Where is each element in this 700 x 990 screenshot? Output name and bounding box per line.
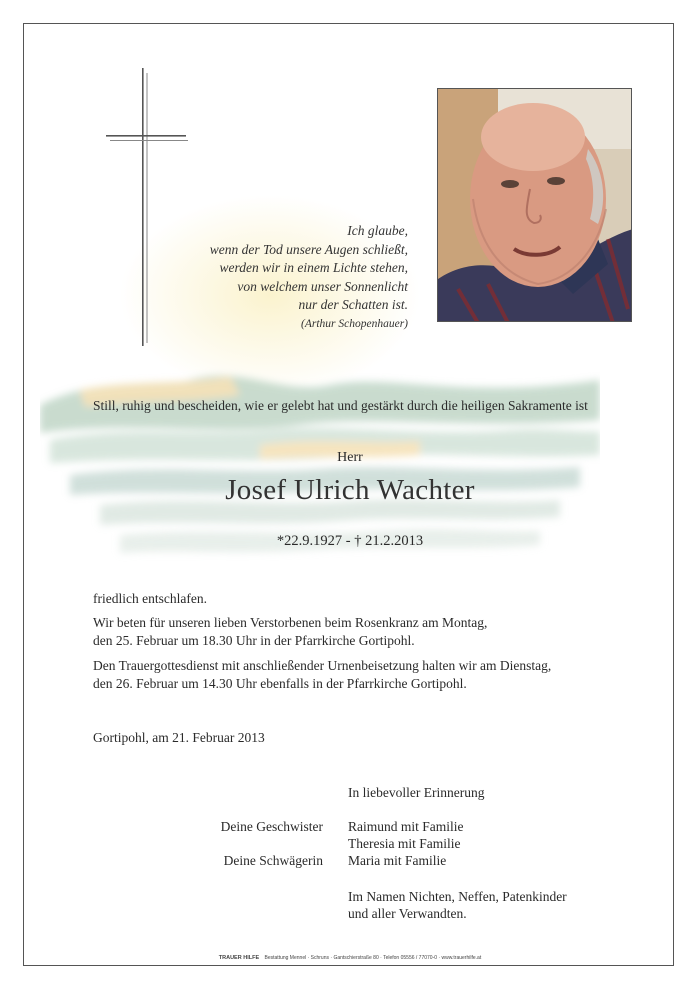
mourner-names	[348, 818, 464, 852]
quote-line: von welchem unser Sonnenlicht	[237, 278, 408, 294]
rosary-info	[93, 614, 653, 650]
quote-author: (Arthur Schopenhauer)	[301, 317, 408, 330]
mourner-name: Theresia mit Familie	[348, 836, 461, 851]
rosary-line: den 25. Februar um 18.30 Uhr in der Pfarrkirche Gortipohl.	[93, 633, 415, 648]
mourner-name: Maria mit Familie	[348, 853, 447, 868]
footer-text: Bestattung Mennel · Schruns · Gantschierstraße 80 · Telefon 05556 / 77070-0 · www.trauerhilfe.at	[264, 955, 482, 961]
closing-text	[348, 888, 567, 922]
mourner-name: Raimund mit Familie	[348, 819, 464, 834]
life-dates: *22.9.1927 - † 21.2.2013	[276, 533, 424, 549]
intro-text: Still, ruhig und bescheiden, wie er gelebt hat und gestärkt durch die heiligen Sakramente ist	[93, 398, 588, 413]
mourner-names	[348, 852, 446, 869]
portrait-photo	[437, 88, 632, 322]
closing-line: Im Namen Nichten, Neffen, Patenkinder	[348, 889, 567, 904]
quote-line: werden wir in einem Lichte stehen,	[219, 260, 408, 275]
place-date: Gortipohl, am 21. Februar 2013	[93, 730, 265, 745]
footer-brand: TRAUER HILFE	[218, 955, 260, 961]
rosary-line: Wir beten für unseren lieben Verstorbenen beim Rosenkranz am Montag,	[93, 615, 488, 630]
footer	[0, 955, 700, 961]
mourner-label: Deine Geschwister	[220, 819, 323, 834]
quote-line: wenn der Tod unsere Augen schließt,	[209, 241, 408, 257]
mourner-label: Deine Schwägerin	[223, 853, 323, 868]
title-herr: Herr	[337, 450, 363, 465]
memory-text: In liebevoller Erinnerung	[348, 785, 485, 800]
quote	[148, 222, 408, 333]
quote-line: nur der Schatten ist.	[298, 297, 408, 312]
service-line: den 26. Februar um 14.30 Uhr ebenfalls in der Pfarrkirche Gortipohl.	[93, 676, 467, 691]
quote-line: Ich glaube,	[347, 223, 408, 238]
service-line: Den Trauergottesdienst mit anschließender Urnenbeisetzung halten wir am Dienstag,	[93, 658, 552, 673]
closing-line: und aller Verwandten.	[348, 906, 467, 921]
deceased-name: Josef Ulrich Wachter	[225, 474, 475, 506]
service-info	[93, 657, 653, 693]
passed-text: friedlich entschlafen.	[93, 591, 207, 606]
